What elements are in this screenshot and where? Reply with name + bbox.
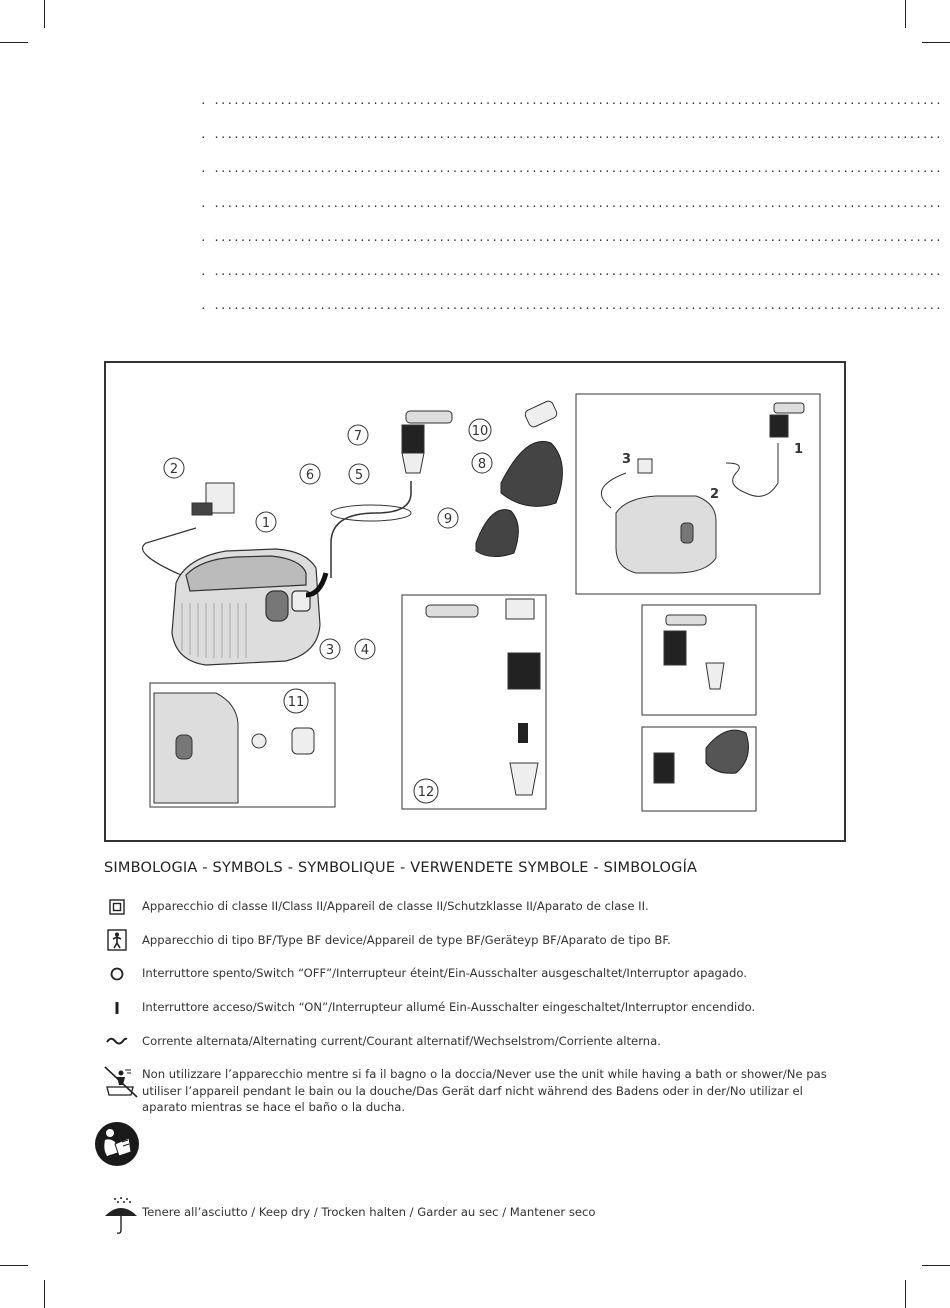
callout-4 — [355, 639, 375, 659]
note-line: . .............................................................................................................. — [200, 299, 942, 312]
read-manual-icon — [93, 1120, 141, 1168]
keep-dry-icon — [101, 1196, 141, 1238]
adult-mask-icon — [501, 441, 562, 506]
symbol-description: Corrente alternata/Alternating current/Courant alternatif/Wechselstrom/Corriente alterna. — [142, 1034, 661, 1048]
callout-3 — [320, 639, 340, 659]
air-tube — [331, 481, 411, 578]
inset-step-label: 1 — [794, 442, 804, 457]
svg-text:11: 11 — [287, 695, 305, 710]
svg-text:4: 4 — [360, 643, 370, 658]
symbol-row — [105, 1065, 845, 1121]
svg-text:8: 8 — [477, 457, 487, 472]
callout-2 — [164, 458, 184, 478]
crop-mark — [905, 1280, 906, 1308]
symbol-description: Interruttore spento/Switch “OFF”/Interrupteur éteint/Ein-Ausschalter ausgeschaltet/Interruptor apagado. — [142, 966, 747, 980]
callout-12 — [414, 779, 438, 803]
product-diagram — [104, 361, 846, 842]
svg-text:6: 6 — [305, 468, 315, 483]
symbol-description: Tenere all’asciutto / Keep dry / Trocken halten / Garder au sec / Mantener seco — [142, 1205, 596, 1219]
callout-8 — [472, 453, 492, 473]
class-ii-icon — [105, 896, 129, 920]
crop-mark — [0, 42, 28, 43]
symbol-row — [105, 996, 845, 1020]
switch-on-icon — [105, 996, 129, 1020]
svg-text:3: 3 — [325, 643, 335, 658]
callout-5 — [349, 464, 369, 484]
symbol-row — [105, 896, 845, 920]
note-line: . .............................................................................................................. — [200, 128, 942, 141]
svg-text:9: 9 — [443, 512, 453, 527]
callout-1 — [256, 512, 276, 532]
crop-mark — [905, 0, 906, 28]
crop-mark — [922, 42, 950, 43]
symbol-row — [105, 928, 845, 952]
symbol-row — [105, 1030, 845, 1054]
callout-6 — [300, 464, 320, 484]
type-bf-icon — [105, 928, 129, 952]
mouthpiece-icon — [524, 400, 559, 429]
switch-off-icon — [105, 962, 129, 986]
compressor-unit — [172, 549, 320, 665]
symbol-row — [105, 1120, 845, 1170]
callout-9 — [438, 508, 458, 528]
crop-mark — [44, 0, 45, 28]
symbol-description: Apparecchio di tipo BF/Type BF device/Appareil de type BF/Geräteyp BF/Aparato de tipo BF. — [142, 933, 671, 947]
callout-11 — [284, 689, 308, 713]
plug-icon — [192, 503, 212, 515]
note-line: . .............................................................................................................. — [200, 197, 942, 210]
crop-mark — [0, 1265, 28, 1266]
inset-step-label: 2 — [710, 487, 720, 502]
svg-text:2: 2 — [169, 462, 179, 477]
callout-7 — [348, 425, 368, 445]
symbol-description: Interruttore acceso/Switch “ON”/Interrupteur allumé Ein-Ausschalter eingeschaltet/Interruptor encendido. — [142, 1000, 756, 1014]
svg-text:5: 5 — [354, 468, 364, 483]
svg-text:1: 1 — [261, 516, 271, 531]
symbol-description: Non utilizzare l’apparecchio mentre si fa il bagno o la doccia/Never use the unit while having a bath or shower/Ne pas utiliser l’appareil pendant le bain ou la douche/Das Gerät darf nicht während des Badens oder in der/No utilizar el aparato mientras se hace el baño o la ducha. — [142, 1067, 827, 1114]
callout-10 — [469, 419, 491, 441]
svg-text:7: 7 — [353, 429, 363, 444]
nebulizer-kit — [402, 411, 452, 473]
svg-text:12: 12 — [417, 785, 435, 800]
crop-mark — [44, 1280, 45, 1308]
symbol-description: Apparecchio di classe II/Class II/Appareil de classe II/Schutzklasse II/Aparato de clase II. — [142, 899, 649, 913]
note-line: . .............................................................................................................. — [200, 94, 942, 107]
symbol-row — [105, 962, 845, 986]
inset-step-label: 3 — [622, 452, 632, 467]
symbol-row — [105, 1196, 845, 1238]
crop-mark — [922, 1265, 950, 1266]
note-line: . .............................................................................................................. — [200, 265, 942, 278]
note-line: . .............................................................................................................. — [200, 231, 942, 244]
diagram-svg — [106, 363, 844, 840]
child-mask-icon — [476, 510, 518, 557]
svg-text:10: 10 — [471, 424, 489, 439]
no-bath-icon — [103, 1065, 139, 1101]
alternating-current-icon — [105, 1030, 129, 1054]
symbols-heading: SIMBOLOGIA - SYMBOLS - SYMBOLIQUE - VERWENDETE SYMBOLE - SIMBOLOGÍA — [104, 860, 698, 876]
note-line: . .............................................................................................................. — [200, 162, 942, 175]
